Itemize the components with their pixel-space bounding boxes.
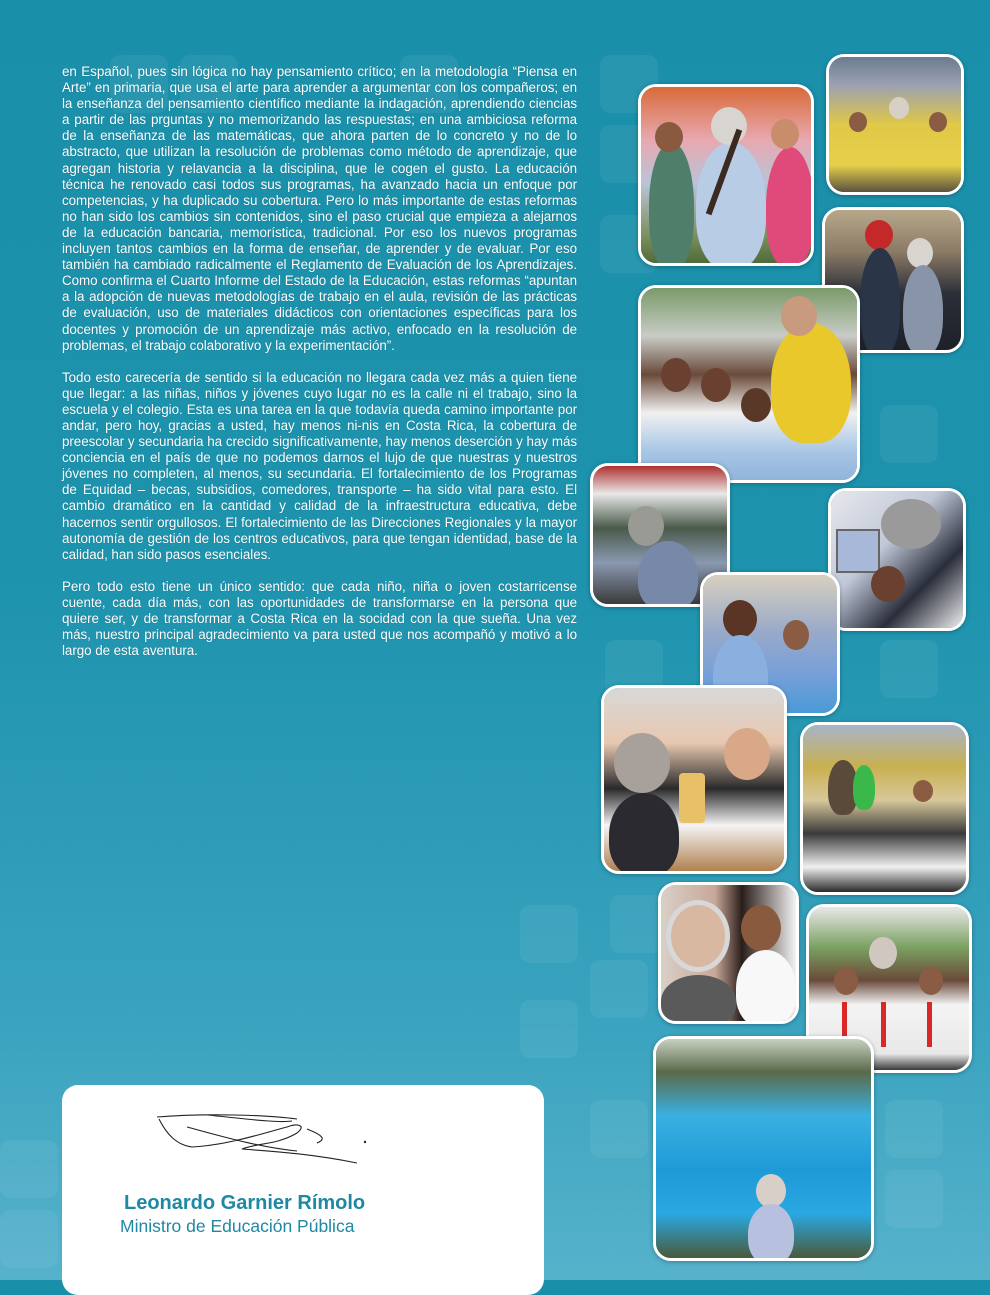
paragraph-closing: Pero todo esto tiene un único sentido: que cada niño, niña o joven costarricense cuente, cada día más, con las oportunidades de transformarse en la persona que quiere ser, y de transformar a Costa Rica en la socidad con la que sueña. Una vez más, nuestro principal agradecimiento va para usted que nos acompañó y motivó a lo largo de esta aventura. — [62, 578, 577, 659]
photo-girl — [658, 882, 799, 1024]
letter-body — [62, 64, 577, 675]
signatory-title: Ministro de Educación Pública — [120, 1216, 355, 1236]
photo-guitar — [638, 84, 814, 266]
photo-yellow-shirts — [826, 54, 964, 195]
photo-computer — [828, 488, 966, 631]
signature-card — [62, 1085, 544, 1295]
photo-schoolchildren — [638, 285, 860, 483]
paragraph-reforms: en Español, pues sin lógica no hay pensamiento crítico; en la metodología “Piensa en Arte” en primaria, que usa el arte para aprender a argumentar con los compañeros; en la enseñanza del pensamiento científico mediante la indagación, aprendiendo ciencias a partir de las prguntas y no memorizando las respuestas; en una ambiciosa reforma de la enseñanza de las matemáticas, que ahora parten de lo concreto y no de lo abstracto, que utilizan la resolución de problemas como método de aprendizaje, que agregan historia y relavancia a la disciplina, que le cogen el gusto. La educación técnica he renovado casi todos sus programas, ha avanzado hacia un enfoque por competencias, y ha duplicado su cobertura. Pero lo más importante de estas reformas no han sido los cambios sin contenidos, sino el paso crucial que empieza a alejarnos de la educación bancaria, memorística, tradicional. Por eso los nuevos programas incluyen tantos cambios en la forma de enseñar, de aprender y de evaluar. Por eso también ha cambiado radicalmente el Reglamento de Evaluación de los Aprendizajes. Como confirma el Cuarto Informe del Estado de la Educación, estas reformas “apuntan a la adopción de nuevas metodologías de trabajo en el aula, revisión de las prácticas de evaluación, uso de materiales didácticos con orientaciones específicas para los docentes y promoción de un aprendizaje más activo, enfocado en la resolución de problemas, el trabajo colaborativo y la experimentación”. — [62, 64, 577, 353]
signatory-name: Leonardo Garnier Rímolo — [124, 1192, 366, 1214]
photo-mural — [800, 722, 969, 895]
signature-icon — [147, 1105, 387, 1170]
photo-blue-shirts — [653, 1036, 874, 1261]
photo-snack — [601, 685, 787, 874]
paragraph-coverage: Todo esto carecería de sentido si la educación no llegara cada vez más a quien tiene que llegar: a las niñas, niños y jóvenes cuyo lugar no es la calle ni el trabajo, sino la escuela y el colegio. Esta es una tarea en la que todavía queda camino importante por andar, pero hoy, gracias a usted, hay menos ni-nis en Costa Rica, la cobertura de preescolar y secundaria ha crecido significativamente, hay menos deserción y hay más conciencia en el país de que no podemos darnos el lujo de que nuestras y nuestros jóvenes no completen, al menos, su secundaria. El fortalecimiento de los Programas de Equidad – becas, subsidios, comedores, transporte – ha sido vital para esto. El cambio dramático en la cantidad y calidad de la infraestructura educativa, debe hacernos sentir orgullosos. El fortalecimiento de las Direcciones Regionales y la mayor autonomía de gestión de los centros educativos, para que tengan identidad, base de la calidad, han sido pasos esenciales. — [62, 369, 577, 562]
